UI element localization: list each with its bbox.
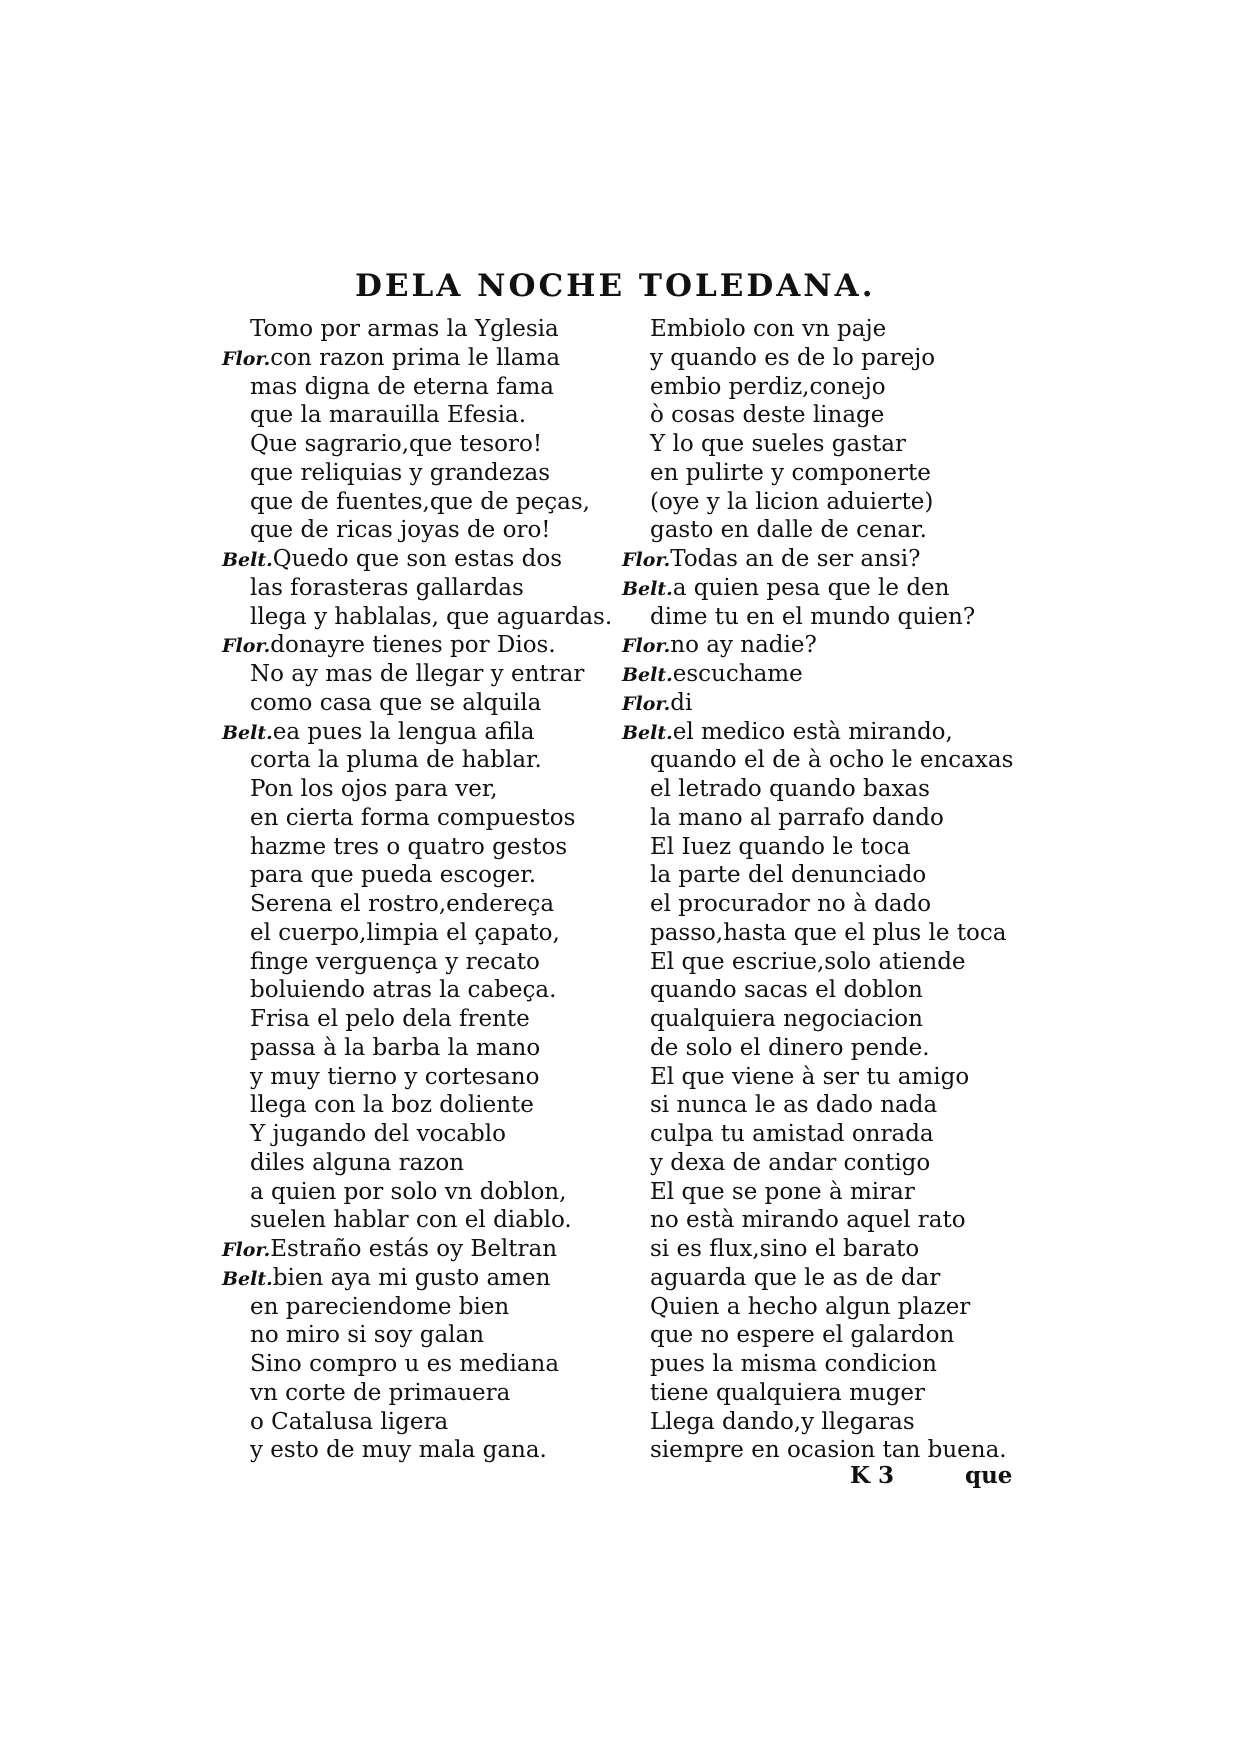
verse-text: Frisa el pelo dela frente — [250, 1006, 530, 1032]
speaker-label: Flor. — [222, 347, 271, 370]
verse-line — [222, 574, 622, 603]
verse-line — [222, 1436, 622, 1465]
verse-line — [222, 1005, 622, 1034]
verse-line — [622, 890, 1022, 919]
verse-text: el cuerpo,limpia el çapato, — [250, 919, 560, 946]
verse-line — [222, 689, 622, 718]
verse-text: el procurador no à dado — [650, 891, 932, 917]
verse-line — [622, 919, 1022, 948]
verse-line — [622, 1436, 1022, 1465]
verse-text: las forasteras gallardas — [250, 574, 524, 601]
verse-text: y dexa de andar contigo — [650, 1149, 931, 1176]
verse-line — [622, 516, 1022, 545]
verse-text: llega con la boz doliente — [250, 1092, 534, 1119]
verse-line — [222, 718, 622, 747]
verse-line — [622, 1178, 1022, 1207]
verse-text: Embiolo con vn paje — [650, 316, 887, 342]
verse-text: si nunca le as dado nada — [650, 1092, 938, 1119]
verse-text: y esto de muy mala gana. — [250, 1437, 547, 1464]
verse-line — [622, 430, 1022, 459]
speaker-label: Flor. — [622, 692, 671, 715]
verse-line — [622, 976, 1022, 1005]
verse-line — [222, 545, 622, 574]
verse-line — [222, 459, 622, 488]
verse-line — [222, 1120, 622, 1149]
verse-text: y quando es de lo parejo — [650, 344, 936, 371]
verse-text: que de fuentes,que de peças, — [250, 488, 590, 515]
verse-text: quando el de à ocho le encaxas — [650, 747, 1014, 774]
verse-text: que reliquias y grandezas — [250, 459, 551, 486]
verse-line — [622, 746, 1022, 775]
verse-line — [622, 718, 1022, 747]
verse-text: a quien por solo vn doblon, — [250, 1178, 567, 1205]
verse-line — [222, 919, 622, 948]
verse-text: di — [670, 689, 693, 716]
verse-line — [622, 1293, 1022, 1322]
verse-text: gasto en dalle de cenar. — [650, 517, 927, 544]
verse-line — [622, 574, 1022, 603]
verse-text: el letrado quando baxas — [650, 776, 930, 802]
verse-line — [622, 344, 1022, 373]
speaker-label: Flor. — [222, 1239, 271, 1261]
verse-line — [222, 660, 622, 689]
verse-line — [622, 631, 1022, 660]
verse-text: (oye y la licion aduierte) — [650, 488, 934, 515]
verse-line — [222, 603, 622, 632]
verse-text: boluiendo atras la cabeça. — [250, 977, 557, 1004]
verse-line — [222, 516, 622, 545]
verse-line — [222, 401, 622, 430]
verse-text: en cierta forma compuestos — [250, 804, 576, 831]
verse-text: dime tu en el mundo quien? — [650, 603, 976, 630]
verse-line — [222, 833, 622, 862]
verse-text: Sino compro u es mediana — [250, 1351, 560, 1377]
verse-text: culpa tu amistad onrada — [650, 1121, 934, 1147]
right-column — [622, 315, 1022, 1465]
verse-text: de solo el dinero pende. — [650, 1034, 930, 1061]
verse-text: No ay mas de llegar y entrar — [250, 661, 585, 687]
verse-text: donayre tienes por Dios. — [270, 632, 556, 659]
verse-line — [222, 861, 622, 890]
verse-text: Y lo que sueles gastar — [650, 431, 906, 457]
verse-line — [222, 1235, 622, 1264]
verse-text: en pareciendome bien — [250, 1293, 510, 1320]
verse-text: El que viene à ser tu amigo — [650, 1063, 970, 1090]
verse-text: tiene qualquiera muger — [650, 1379, 926, 1406]
verse-text: Llega dando,y llegaras — [650, 1408, 915, 1435]
verse-text: suelen hablar con el diablo. — [250, 1207, 572, 1234]
verse-line — [622, 1034, 1022, 1063]
verse-line — [222, 1206, 622, 1235]
verse-text: que de ricas joyas de oro! — [250, 517, 551, 544]
verse-line — [222, 1379, 622, 1408]
verse-text: no miro si soy galan — [250, 1322, 485, 1349]
verse-text: en pulirte y componerte — [650, 459, 931, 486]
verse-line — [622, 1149, 1022, 1178]
verse-line — [222, 775, 622, 804]
verse-line — [622, 861, 1022, 890]
verse-text: El Iuez quando le toca — [650, 833, 911, 860]
verse-line — [622, 833, 1022, 862]
verse-text: qualquiera negociacion — [650, 1006, 923, 1032]
verse-line — [622, 1091, 1022, 1120]
verse-line — [222, 631, 622, 660]
verse-line — [222, 488, 622, 517]
verse-text: diles alguna razon — [250, 1149, 465, 1176]
speaker-label: Belt. — [622, 577, 673, 600]
verse-line — [622, 373, 1022, 402]
verse-text: aguarda que le as de dar — [650, 1264, 941, 1291]
verse-line — [622, 1408, 1022, 1437]
speaker-label: Belt. — [622, 664, 673, 686]
speaker-label: Belt. — [222, 1267, 273, 1290]
verse-text: Todas an de ser ansi? — [670, 546, 921, 572]
verse-line — [222, 1264, 622, 1293]
verse-text: llega y hablalas, que aguardas. — [250, 603, 613, 630]
verse-line — [622, 689, 1022, 718]
verse-text: ea pues la lengua afila — [272, 718, 535, 745]
verse-text: no ay nadie? — [670, 632, 817, 659]
verse-text: Quien a hecho algun plazer — [650, 1293, 971, 1320]
running-head: DELA NOCHE TOLEDANA. — [355, 268, 876, 304]
verse-line — [222, 1321, 622, 1350]
verse-line — [622, 1005, 1022, 1034]
verse-text: para que pueda escoger. — [250, 862, 537, 889]
verse-text: que la marauilla Efesia. — [250, 402, 527, 429]
verse-line — [222, 948, 622, 977]
verse-line — [222, 1350, 622, 1379]
verse-line — [222, 746, 622, 775]
verse-text: bien aya mi gusto amen — [272, 1264, 551, 1291]
verse-line — [622, 948, 1022, 977]
verse-text: el medico està mirando, — [672, 718, 953, 745]
verse-line — [622, 804, 1022, 833]
verse-text: siempre en ocasion tan buena. — [650, 1437, 1007, 1464]
verse-text: embio perdiz,conejo — [650, 373, 886, 400]
verse-line — [222, 344, 622, 373]
speaker-label: Flor. — [222, 635, 271, 658]
verse-line — [622, 1120, 1022, 1149]
verse-text: Que sagrario,que tesoro! — [250, 431, 543, 457]
left-column — [222, 315, 622, 1465]
verse-line — [222, 1149, 622, 1178]
verse-line — [222, 1293, 622, 1322]
verse-text: passa à la barba la mano — [250, 1034, 541, 1061]
verse-line — [622, 545, 1022, 574]
verse-line — [222, 1178, 622, 1207]
verse-text: passo,hasta que el plus le toca — [650, 919, 1007, 946]
verse-text: ò cosas deste linage — [650, 402, 885, 429]
verse-text: y muy tierno y cortesano — [250, 1063, 540, 1090]
verse-line — [222, 1063, 622, 1092]
verse-line — [622, 1235, 1022, 1264]
verse-text: la parte del denunciado — [650, 862, 927, 889]
verse-line — [622, 775, 1022, 804]
verse-line — [222, 976, 622, 1005]
verse-line — [222, 315, 622, 344]
verse-text: la mano al parrafo dando — [650, 804, 944, 831]
verse-line — [222, 890, 622, 919]
verse-text: escuchame — [672, 661, 803, 687]
verse-line — [622, 1379, 1022, 1408]
verse-line — [622, 1264, 1022, 1293]
verse-text: corta la pluma de hablar. — [250, 747, 542, 774]
verse-text: El que escriue,solo atiende — [650, 948, 966, 975]
speaker-label: Belt. — [622, 721, 673, 744]
verse-text: finge verguença y recato — [250, 948, 540, 975]
verse-text: Estraño estás oy Beltran — [270, 1236, 558, 1262]
verse-text: Quedo que son estas dos — [272, 546, 563, 572]
verse-text: quando sacas el doblon — [650, 977, 923, 1004]
verse-line — [622, 1206, 1022, 1235]
verse-text: Y jugando del vocablo — [250, 1121, 506, 1147]
speaker-label: Flor. — [622, 635, 671, 658]
verse-text: que no espere el galardon — [650, 1322, 955, 1349]
verse-text: como casa que se alquila — [250, 689, 542, 716]
verse-line — [622, 603, 1022, 632]
speaker-label: Belt. — [222, 721, 273, 744]
verse-line — [622, 315, 1022, 344]
verse-line — [622, 401, 1022, 430]
verse-line — [622, 1321, 1022, 1350]
verse-text: con razon prima le llama — [270, 344, 561, 371]
verse-text: si es flux,sino el barato — [650, 1236, 920, 1262]
verse-text: El que se pone à mirar — [650, 1178, 915, 1205]
verse-text: hazme tres o quatro gestos — [250, 833, 568, 860]
verse-line — [222, 373, 622, 402]
verse-text: o Catalusa ligera — [250, 1408, 449, 1435]
verse-text: a quien pesa que le den — [672, 574, 950, 601]
signature-mark: K 3 — [850, 1462, 895, 1489]
verse-line — [622, 1350, 1022, 1379]
verse-line — [222, 1034, 622, 1063]
verse-line — [222, 1408, 622, 1437]
verse-text: vn corte de primauera — [250, 1379, 511, 1406]
verse-line — [222, 804, 622, 833]
verse-text: Serena el rostro,endereça — [250, 891, 555, 917]
verse-text: mas digna de eterna fama — [250, 373, 554, 400]
verse-line — [622, 660, 1022, 689]
verse-line — [622, 1063, 1022, 1092]
verse-text: Pon los ojos para ver, — [250, 776, 498, 802]
verse-line — [222, 1091, 622, 1120]
verse-line — [622, 459, 1022, 488]
speaker-label: Belt. — [222, 549, 273, 571]
verse-line — [622, 488, 1022, 517]
verse-text: pues la misma condicion — [650, 1351, 937, 1377]
catchword: que — [965, 1462, 1013, 1489]
verse-line — [222, 430, 622, 459]
verse-text: Tomo por armas la Yglesia — [250, 316, 559, 342]
speaker-label: Flor. — [622, 549, 671, 571]
verse-text: no està mirando aquel rato — [650, 1207, 966, 1234]
